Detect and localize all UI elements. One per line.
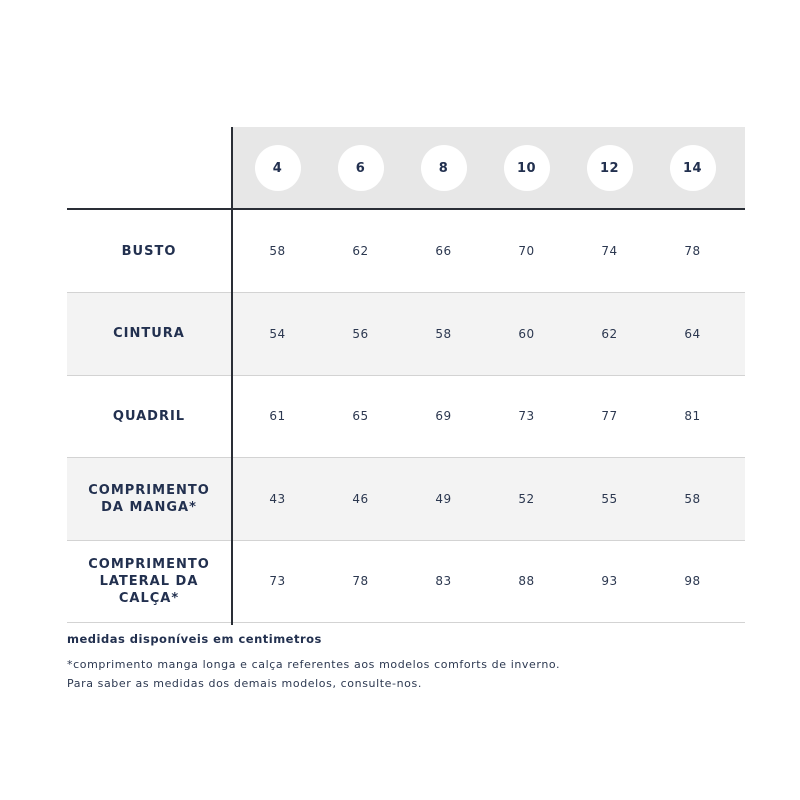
measurement-label: CINTURA bbox=[113, 326, 185, 342]
table-row bbox=[67, 540, 745, 622]
measurement-value: 69 bbox=[435, 409, 452, 424]
measurement-value: 93 bbox=[601, 574, 618, 589]
measurement-value: 54 bbox=[269, 326, 286, 341]
measurement-value: 98 bbox=[684, 574, 701, 589]
measurement-value: 73 bbox=[269, 574, 286, 589]
size-label: 8 bbox=[421, 145, 467, 191]
size-label: 4 bbox=[255, 145, 301, 191]
measurement-value: 46 bbox=[352, 491, 369, 506]
measurement-value: 66 bbox=[435, 244, 452, 258]
measurement-value: 62 bbox=[601, 326, 618, 341]
size-column-header bbox=[319, 127, 402, 209]
measurement-value: 81 bbox=[684, 409, 701, 424]
measurement-value: 60 bbox=[518, 326, 535, 341]
measurement-value: 64 bbox=[684, 326, 701, 341]
measurement-value: 73 bbox=[518, 409, 535, 424]
measurement-value: 88 bbox=[518, 574, 535, 589]
measurement-value: 61 bbox=[269, 409, 286, 424]
size-column-header bbox=[236, 127, 319, 209]
footnote-2: Para saber as medidas dos demais modelos, consulte-nos. bbox=[67, 677, 422, 690]
measurement-value: 43 bbox=[269, 491, 286, 506]
table-row bbox=[67, 293, 745, 375]
row-separator bbox=[67, 622, 745, 623]
table-row bbox=[67, 375, 745, 457]
measurement-label: QUADRIL bbox=[112, 408, 186, 424]
measurement-value: 62 bbox=[352, 244, 369, 258]
table-row bbox=[67, 458, 745, 540]
measurement-value: 83 bbox=[435, 574, 452, 589]
measurement-value: 52 bbox=[518, 491, 535, 506]
measurement-value: 78 bbox=[352, 574, 369, 589]
measurement-value: 58 bbox=[684, 491, 701, 506]
measurement-value: 49 bbox=[435, 491, 452, 506]
measurement-value: 77 bbox=[601, 409, 618, 424]
measurement-value: 70 bbox=[518, 244, 535, 258]
measurement-value: 56 bbox=[352, 326, 369, 341]
measurement-value: 58 bbox=[435, 326, 452, 341]
measurement-value: 65 bbox=[352, 409, 369, 424]
measurement-label: COMPRIMENTO DA MANGA* bbox=[88, 482, 210, 515]
size-label: 14 bbox=[670, 145, 716, 191]
size-label: 12 bbox=[587, 145, 633, 191]
units-note: medidas disponíveis em centimetros bbox=[67, 632, 322, 646]
size-label: 10 bbox=[504, 145, 550, 191]
size-column-header bbox=[651, 127, 734, 209]
measurement-value: 74 bbox=[601, 244, 618, 258]
footnote-1: *comprimento manga longa e calça referentes aos modelos comforts de inverno. bbox=[67, 658, 561, 671]
size-column-header bbox=[568, 127, 651, 209]
measurement-label: COMPRIMENTO LATERAL DA CALÇA* bbox=[88, 556, 210, 606]
measurement-value: 55 bbox=[601, 491, 618, 506]
size-label: 6 bbox=[338, 145, 384, 191]
measurement-value: 78 bbox=[684, 244, 701, 258]
measurement-value: 58 bbox=[269, 244, 286, 258]
vertical-divider bbox=[231, 127, 233, 625]
size-column-header bbox=[485, 127, 568, 209]
measurement-label: BUSTO bbox=[121, 243, 177, 259]
table-row bbox=[67, 210, 745, 292]
size-column-header bbox=[402, 127, 485, 209]
header-divider bbox=[67, 208, 745, 210]
